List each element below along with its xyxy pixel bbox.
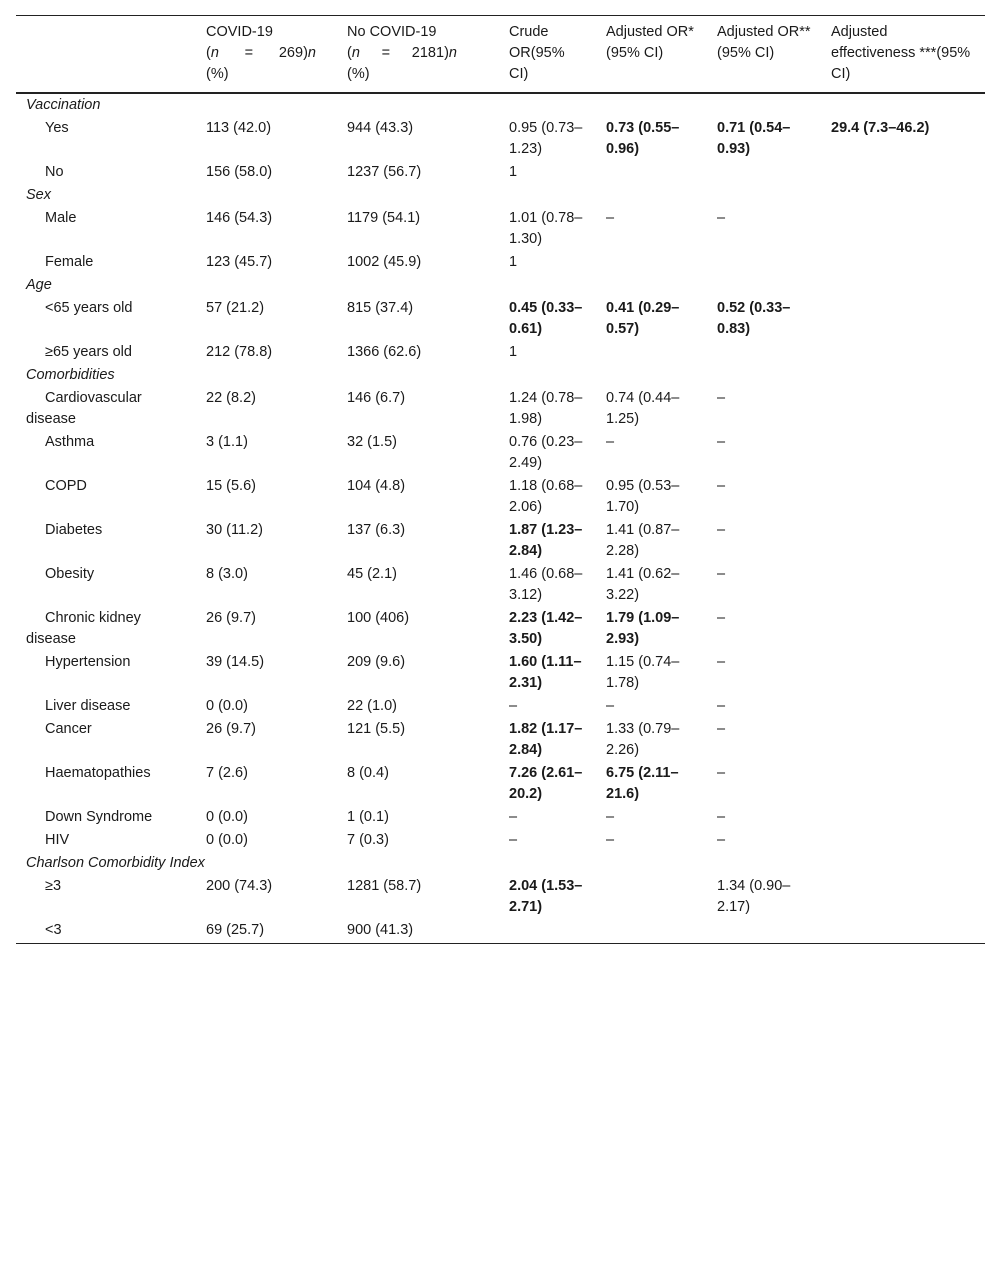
row-label: COPD <box>45 478 87 494</box>
covid-value: 3 (1.1) <box>206 434 248 450</box>
adjusted-or-2-value: – <box>717 721 726 737</box>
crude-or-value: 1.24 (0.78–1.98) <box>509 390 583 427</box>
covid-value: 22 (8.2) <box>206 390 256 406</box>
covid-value: 8 (3.0) <box>206 566 248 582</box>
crude-or-value: – <box>509 832 518 848</box>
header-row <box>16 16 985 94</box>
crude-or-value: 1 <box>509 254 518 270</box>
row-label: Asthma <box>45 434 95 450</box>
adjusted-or-1-value: – <box>606 434 615 450</box>
no-covid-value: 7 (0.3) <box>347 832 389 848</box>
no-covid-value: 1366 (62.6) <box>347 344 422 360</box>
no-covid-value: 8 (0.4) <box>347 765 389 781</box>
table-row <box>16 475 985 519</box>
covid-value: 113 (42.0) <box>206 120 272 136</box>
section-title: Sex <box>26 187 51 203</box>
crude-or-value: – <box>509 698 518 714</box>
table-row <box>16 806 985 829</box>
table-row <box>16 718 985 762</box>
covid-value: 200 (74.3) <box>206 878 273 894</box>
effectiveness-value <box>821 297 985 341</box>
no-covid-value: 815 (37.4) <box>347 300 414 316</box>
adjusted-or-2-value: – <box>717 390 726 406</box>
covid-value: 15 (5.6) <box>206 478 256 494</box>
header-covid-n-value-wrap: 269)n <box>278 45 316 61</box>
header-covid-n-equals: = <box>244 45 254 61</box>
section-title: Age <box>26 277 52 293</box>
effectiveness-value <box>821 563 985 607</box>
table-row <box>16 431 985 475</box>
row-label: Chronic kidney disease <box>26 610 141 647</box>
adjusted-or-2-value: – <box>717 765 726 781</box>
header-no-covid-title: No COVID-19 <box>347 24 437 40</box>
covid-value: 30 (11.2) <box>206 522 263 538</box>
section-title: Vaccination <box>26 97 101 113</box>
effectiveness-value <box>821 161 985 184</box>
crude-or-value: 1.82 (1.17–2.84) <box>509 721 583 758</box>
adjusted-or-1-value: 1.41 (0.62–3.22) <box>606 566 680 603</box>
table-row <box>16 695 985 718</box>
header-covid-n-prefix: (n <box>206 45 219 61</box>
header-covid-title: COVID-19 <box>206 24 273 40</box>
covid-value: 146 (54.3) <box>206 210 273 226</box>
no-covid-value: 100 (406) <box>347 610 410 626</box>
row-label: Yes <box>45 120 69 136</box>
effectiveness-value <box>821 919 985 944</box>
adjusted-or-1-value: – <box>606 698 615 714</box>
header-covid <box>196 16 337 94</box>
table-row <box>16 607 985 651</box>
row-label: <65 years old <box>45 300 133 316</box>
effectiveness-value <box>821 251 985 274</box>
table-row <box>16 563 985 607</box>
crude-or-value: 0.76 (0.23–2.49) <box>509 434 583 471</box>
row-label: Hypertension <box>45 654 131 670</box>
adjusted-or-1-value: 1.41 (0.87–2.28) <box>606 522 680 559</box>
header-no-covid-pct: (%) <box>347 66 370 82</box>
table-row <box>16 919 985 944</box>
covid-value: 26 (9.7) <box>206 610 256 626</box>
header-no-covid-n-value: 2181 <box>411 45 445 61</box>
header-covid-n-value: 269 <box>278 45 304 61</box>
table-row <box>16 762 985 806</box>
row-label: Liver disease <box>45 698 131 714</box>
header-crude-or: Crude OR(95% CI) <box>509 24 565 82</box>
no-covid-value: 1002 (45.9) <box>347 254 422 270</box>
adjusted-or-2-value: 1.34 (0.90–2.17) <box>717 878 791 915</box>
adjusted-or-2-value: – <box>717 210 726 226</box>
table-row <box>16 387 985 431</box>
header-covid-n <box>206 43 316 64</box>
adjusted-or-1-value <box>596 875 707 919</box>
crude-or-value: 1.60 (1.11–2.31) <box>509 654 582 691</box>
effectiveness-value <box>821 762 985 806</box>
adjusted-or-2-value <box>707 919 821 944</box>
no-covid-value: 45 (2.1) <box>347 566 397 582</box>
crude-or-value: 1.01 (0.78–1.30) <box>509 210 583 247</box>
section-row <box>16 93 985 117</box>
results-table <box>16 15 985 944</box>
row-label: Down Syndrome <box>45 809 153 825</box>
covid-value: 212 (78.8) <box>206 344 273 360</box>
adjusted-or-1-value: 1.33 (0.79–2.26) <box>606 721 680 758</box>
effectiveness-value <box>821 875 985 919</box>
adjusted-or-2-value: – <box>717 566 726 582</box>
section-row <box>16 852 985 875</box>
covid-value: 0 (0.0) <box>206 809 248 825</box>
no-covid-value: 22 (1.0) <box>347 698 397 714</box>
adjusted-or-1-value <box>596 919 707 944</box>
crude-or-value: 2.23 (1.42–3.50) <box>509 610 583 647</box>
row-label: No <box>45 164 64 180</box>
crude-or-value <box>499 919 596 944</box>
effectiveness-value <box>821 519 985 563</box>
table-row <box>16 341 985 364</box>
adjusted-or-2-value: 0.52 (0.33–0.83) <box>717 300 791 337</box>
adjusted-or-2-value: – <box>717 698 726 714</box>
adjusted-or-2-value: – <box>717 809 726 825</box>
adjusted-or-1-value <box>596 161 707 184</box>
section-row <box>16 364 985 387</box>
adjusted-or-1-value: 0.74 (0.44–1.25) <box>606 390 680 427</box>
effectiveness-value <box>821 806 985 829</box>
row-label: Cardiovascular disease <box>26 390 142 427</box>
covid-value: 26 (9.7) <box>206 721 256 737</box>
row-label: Cancer <box>45 721 92 737</box>
header-no-covid <box>337 16 499 94</box>
table-row <box>16 875 985 919</box>
effectiveness-value <box>821 207 985 251</box>
section-row <box>16 274 985 297</box>
effectiveness-value: 29.4 (7.3–46.2) <box>831 120 930 136</box>
adjusted-or-2-value <box>707 251 821 274</box>
covid-value: 0 (0.0) <box>206 832 248 848</box>
crude-or-value: 1.18 (0.68–2.06) <box>509 478 583 515</box>
effectiveness-value <box>821 475 985 519</box>
row-label: Haematopathies <box>45 765 151 781</box>
no-covid-value: 1179 (54.1) <box>347 210 421 226</box>
adjusted-or-1-value: – <box>606 832 615 848</box>
adjusted-or-2-value: – <box>717 654 726 670</box>
table-row <box>16 297 985 341</box>
results-table-container <box>16 15 985 944</box>
row-label: ≥65 years old <box>45 344 132 360</box>
adjusted-or-1-value: 0.95 (0.53–1.70) <box>606 478 680 515</box>
crude-or-value: 1 <box>509 344 518 360</box>
row-label: Female <box>45 254 94 270</box>
row-label: ≥3 <box>45 878 62 894</box>
adjusted-or-2-value: 0.71 (0.54–0.93) <box>717 120 791 157</box>
table-body <box>16 93 985 944</box>
covid-value: 39 (14.5) <box>206 654 265 670</box>
no-covid-value: 1237 (56.7) <box>347 164 422 180</box>
header-adjusted-effectiveness: Adjusted effectiveness ***(95% CI) <box>831 24 971 82</box>
adjusted-or-1-value <box>596 251 707 274</box>
covid-value: 156 (58.0) <box>206 164 273 180</box>
crude-or-value: 1 <box>509 164 518 180</box>
adjusted-or-2-value: – <box>717 832 726 848</box>
no-covid-value: 121 (5.5) <box>347 721 406 737</box>
crude-or-value: – <box>509 809 518 825</box>
crude-or-value: 0.45 (0.33–0.61) <box>509 300 583 337</box>
adjusted-or-1-value: – <box>606 210 615 226</box>
adjusted-or-2-value: – <box>717 478 726 494</box>
table-row <box>16 829 985 852</box>
adjusted-or-1-value: 1.15 (0.74–1.78) <box>606 654 680 691</box>
adjusted-or-1-value: 0.73 (0.55–0.96) <box>606 120 680 157</box>
effectiveness-value <box>821 695 985 718</box>
adjusted-or-2-value <box>707 341 821 364</box>
covid-value: 57 (21.2) <box>206 300 265 316</box>
no-covid-value: 1281 (58.7) <box>347 878 422 894</box>
adjusted-or-1-value: – <box>606 809 615 825</box>
no-covid-value: 1 (0.1) <box>347 809 389 825</box>
adjusted-or-1-value: 1.79 (1.09–2.93) <box>606 610 680 647</box>
effectiveness-value <box>821 607 985 651</box>
adjusted-or-2-value <box>707 161 821 184</box>
adjusted-or-1-value: 6.75 (2.11–21.6) <box>606 765 679 802</box>
effectiveness-value <box>821 651 985 695</box>
no-covid-value: 146 (6.7) <box>347 390 406 406</box>
crude-or-value: 1.87 (1.23–2.84) <box>509 522 583 559</box>
no-covid-value: 32 (1.5) <box>347 434 397 450</box>
row-label: HIV <box>45 832 70 848</box>
row-label: Male <box>45 210 77 226</box>
table-row <box>16 161 985 184</box>
covid-value: 69 (25.7) <box>206 922 265 938</box>
effectiveness-value <box>821 387 985 431</box>
no-covid-value: 900 (41.3) <box>347 922 414 938</box>
row-label: <3 <box>45 922 62 938</box>
row-label: Diabetes <box>45 522 103 538</box>
header-covid-pct: (%) <box>206 66 229 82</box>
adjusted-or-1-value <box>596 341 707 364</box>
header-empty <box>16 16 196 94</box>
section-row <box>16 184 985 207</box>
row-label: Obesity <box>45 566 95 582</box>
covid-value: 7 (2.6) <box>206 765 248 781</box>
section-title: Charlson Comorbidity Index <box>26 855 205 871</box>
table-row <box>16 207 985 251</box>
covid-value: 0 (0.0) <box>206 698 248 714</box>
crude-or-value: 2.04 (1.53–2.71) <box>509 878 583 915</box>
no-covid-value: 104 (4.8) <box>347 478 406 494</box>
crude-or-value: 0.95 (0.73–1.23) <box>509 120 583 157</box>
effectiveness-value <box>821 341 985 364</box>
header-no-covid-n-equals: = <box>381 45 391 61</box>
header-no-covid-n <box>347 43 457 64</box>
effectiveness-value <box>821 431 985 475</box>
crude-or-value: 1.46 (0.68–3.12) <box>509 566 583 603</box>
effectiveness-value <box>821 718 985 762</box>
header-adjusted-or-2: Adjusted OR**(95% CI) <box>717 24 811 61</box>
table-row <box>16 117 985 161</box>
no-covid-value: 209 (9.6) <box>347 654 406 670</box>
adjusted-or-2-value: – <box>717 522 726 538</box>
header-adjusted-or-1: Adjusted OR*(95% CI) <box>606 24 694 61</box>
effectiveness-value <box>821 829 985 852</box>
adjusted-or-2-value: – <box>717 610 726 626</box>
section-title: Comorbidities <box>26 367 115 383</box>
no-covid-value: 944 (43.3) <box>347 120 414 136</box>
header-no-covid-n-value-wrap: 2181)n <box>411 45 457 61</box>
header-no-covid-n-prefix: (n <box>347 45 360 61</box>
table-header <box>16 16 985 94</box>
table-row <box>16 251 985 274</box>
covid-value: 123 (45.7) <box>206 254 273 270</box>
crude-or-value: 7.26 (2.61–20.2) <box>509 765 583 802</box>
no-covid-value: 137 (6.3) <box>347 522 406 538</box>
table-row <box>16 651 985 695</box>
adjusted-or-2-value: – <box>717 434 726 450</box>
adjusted-or-1-value: 0.41 (0.29–0.57) <box>606 300 680 337</box>
table-row <box>16 519 985 563</box>
